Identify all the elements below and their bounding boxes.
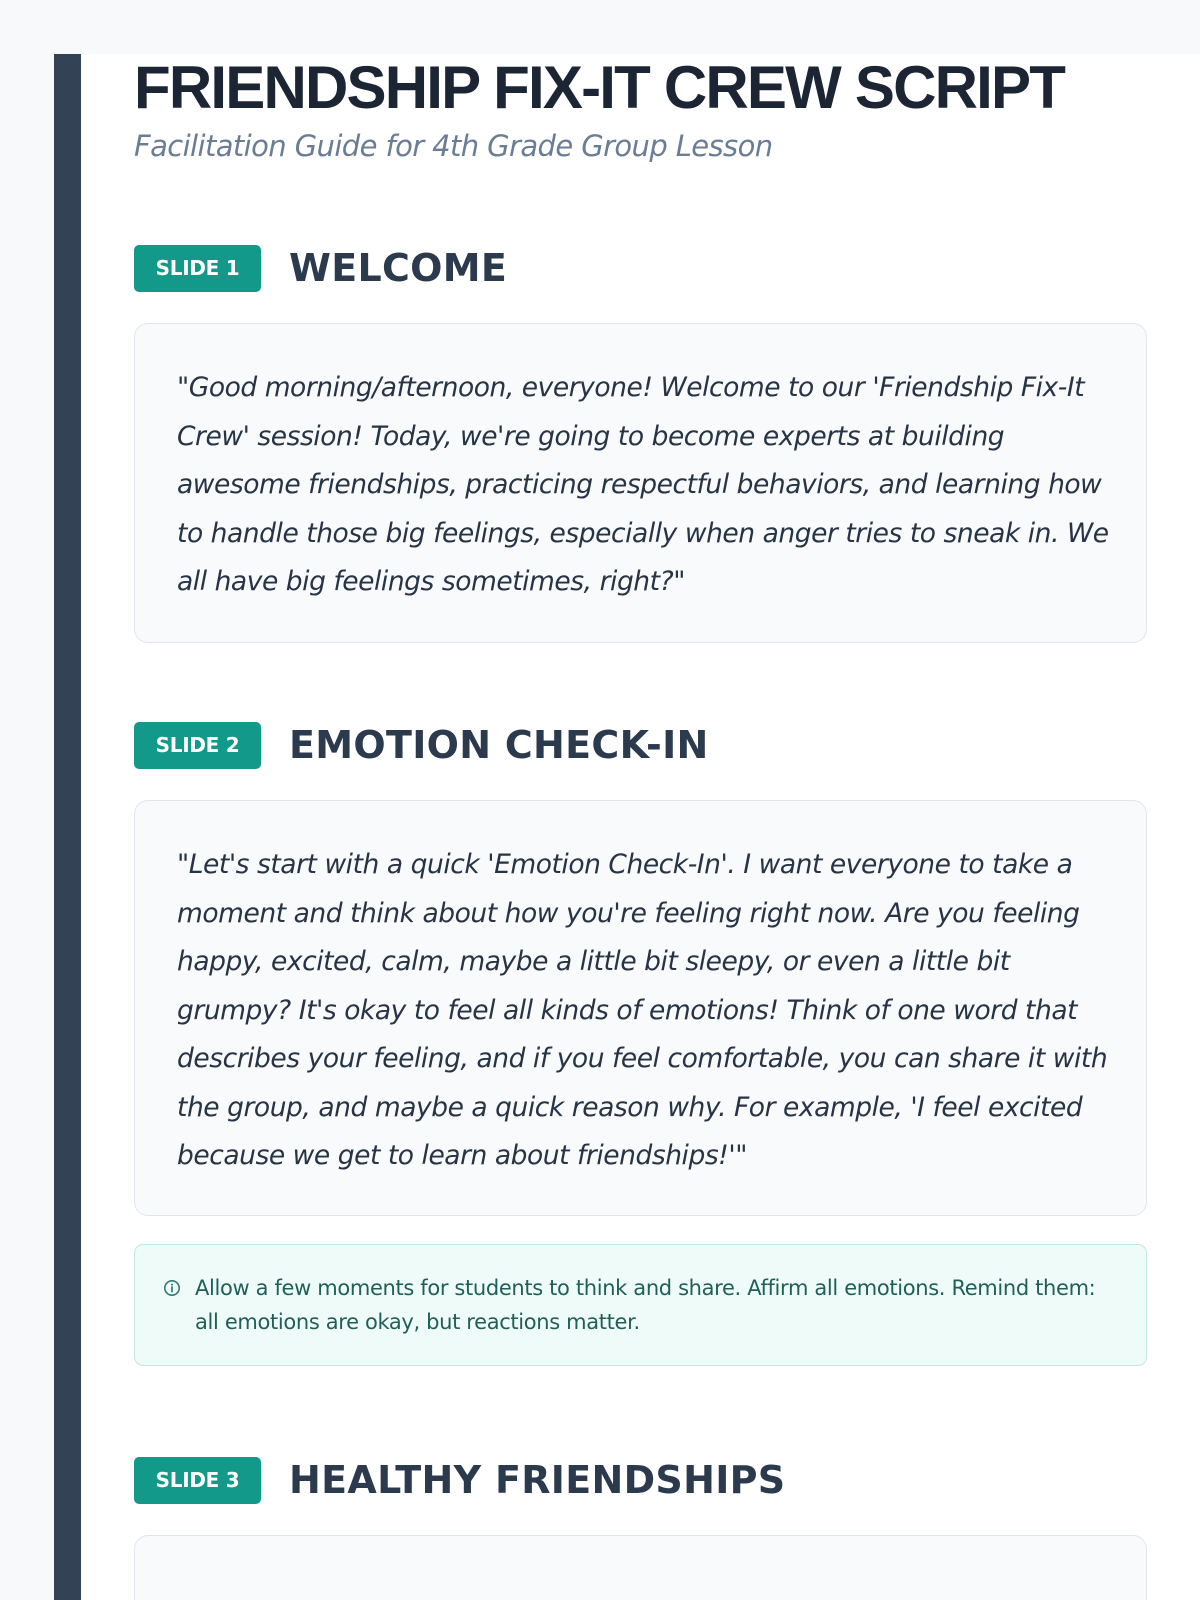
script-box xyxy=(134,1535,1147,1600)
note-text: Allow a few moments for students to think and share. Affirm all emotions. Remind them: all emotions are okay, but reactions matter. xyxy=(195,1276,1096,1334)
slide-1-section xyxy=(134,244,1148,643)
facilitator-note xyxy=(134,1244,1147,1366)
script-box xyxy=(134,323,1147,643)
slide-header xyxy=(134,1456,1148,1504)
script-text: "Good morning/afternoon, everyone! Welcome to our 'Friendship Fix-It Crew' session! Today, we're going to become experts at building awesome friendships, practicing respectful behaviors, and learning how to handle those big feelings, especially when anger tries to sneak in. We all have big feelings sometimes, right?" xyxy=(177,372,1109,597)
slide-title: HEALTHY FRIENDSHIPS xyxy=(289,1458,786,1502)
document-title: FRIENDSHIP FIX-IT CREW SCRIPT xyxy=(134,54,1065,121)
slide-badge: SLIDE 2 xyxy=(134,722,261,769)
slide-2-section xyxy=(134,721,1148,1366)
slide-badge: SLIDE 3 xyxy=(134,1457,261,1504)
document-subtitle: Facilitation Guide for 4th Grade Group Lesson xyxy=(134,129,773,163)
slide-header xyxy=(134,244,1148,292)
slide-title: EMOTION CHECK-IN xyxy=(289,723,709,767)
document-content xyxy=(134,52,1148,1502)
script-text: "Let's start with a quick 'Emotion Check-In'. I want everyone to take a moment and think about how you're feeling right now. Are you feeling happy, excited, calm, maybe a little bit sleepy, or even a little bit grumpy? It's okay to feel all kinds of emotions! Think of one word that describes your feeling, and if you feel comfortable, you can share it with the group, and maybe a quick reason why. For example, 'I feel excited because we get to learn about friendships!'" xyxy=(177,849,1108,1171)
script-box xyxy=(134,800,1147,1216)
slide-title: WELCOME xyxy=(289,246,508,290)
slide-3-section xyxy=(134,1456,1148,1600)
slide-header xyxy=(134,721,1148,769)
info-icon xyxy=(163,1279,181,1297)
slide-badge: SLIDE 1 xyxy=(134,245,261,292)
